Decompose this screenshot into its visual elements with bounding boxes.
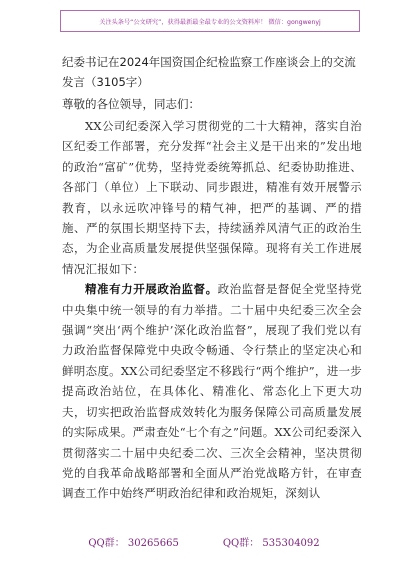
salutation: 尊敬的各位领导，同志们： <box>62 97 200 111</box>
section1-body: 政治监督是督促全党坚持党中央集中统一领导的有力举措。二十届中央纪委三次全会强调“突出‘两个维护’深化政治监督”，展现了我们党以有力政治监督保障党中央政令畅通、令行禁止的坚定决心和鲜明态度。XX公司纪委坚定不移践行“两个维护”，进一步提高政治站位，在具体化、精准化、常态化上下更大功夫，切实把政治监督成效转化为服务保障公司高质量发展的实际成果。严肃查处“七个有之”问题。XX公司纪委深入贯彻落实二十届中央纪委二次、三次全会精神，坚决贯彻党的自我革命战略部署和全面从严治党战略方针，在审查调查工作中始终严明政治纪律和政治规矩，深刻认 <box>62 282 362 501</box>
document-body <box>62 52 362 504</box>
footer-contacts <box>0 534 408 550</box>
footer-qq-group-1: QQ群： 30265665 <box>88 538 179 549</box>
document-title: 纪委书记在2024年国资国企纪检监察工作座谈会上的交流发言（3105字） <box>62 55 356 89</box>
promo-banner <box>60 10 360 32</box>
section1-heading: 精准有力开展政治监督。 <box>85 282 218 297</box>
section1-paragraph <box>62 279 362 503</box>
intro-paragraph: XX公司纪委深入学习贯彻党的二十大精神，落实自治区纪委工作部署，充分发挥“社会主义是干出来的”发出地的政治“富矿”优势，坚持党委统筹抓总、纪委协助推进、各部门（单位）上下联动、同步跟进，精准有效开展警示教育，以永远吹冲锋号的精气神，把严的基调、严的措施、严的氛围长期坚持下去，持续涵养风清气正的政治生态，为企业高质量发展提供坚强保障。现将有关工作进展情况汇报如下： <box>62 119 362 276</box>
footer-qq-group-2: QQ群： 535304092 <box>222 538 320 549</box>
promo-banner-text: 关注头条号“公文研究”，获得最新最全最专业的公文资料库！ 微信：gongwenyj <box>99 18 321 26</box>
